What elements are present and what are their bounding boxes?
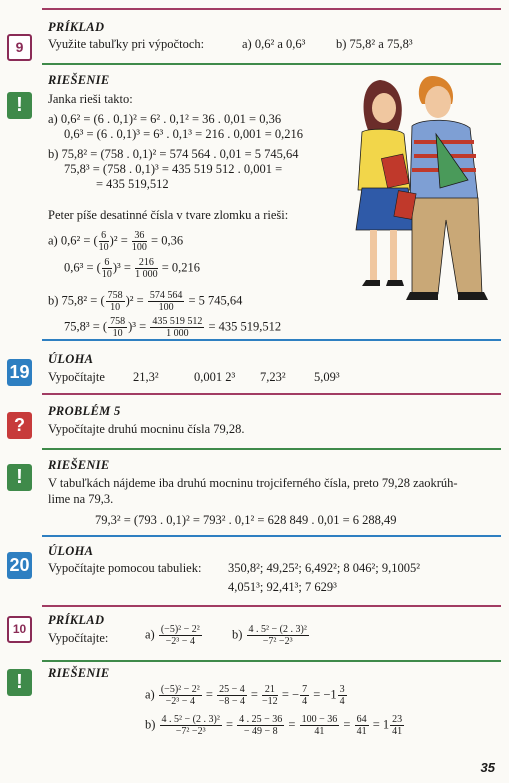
section-heading: PRÍKLAD — [48, 613, 105, 627]
divider — [42, 63, 501, 65]
students-illustration — [340, 70, 500, 310]
equation-line: = 435 519,512 — [96, 177, 169, 191]
solution-text: V tabuľkách nájdeme iba druhú mocninu trojciferného čísla, preto 79,28 zaokrúh- — [48, 476, 458, 490]
equation-line: 0,6³ = (6 . 0,1)³ = 6³ . 0,1³ = 216 . 0,001 = 0,216 — [64, 127, 304, 141]
equation-line: 75,8³ = ( $\frac{758}{10}$ )³ = $\frac{435 519 512}{1 000}$ = 435 519,512 — [64, 316, 282, 339]
task-items: 4,051³; 92,41³; 7 629³ — [228, 580, 337, 594]
example-badge: 10 — [7, 616, 32, 643]
section-heading: RIEŠENIE — [48, 458, 110, 472]
equation-line: 79,3² = (793 . 0,1)² = 793² . 0,1² = 628 849 . 0,01 = 6 288,49 — [95, 513, 397, 527]
task-item: 21,3² — [133, 370, 159, 384]
section-heading: RIEŠENIE — [48, 666, 110, 680]
divider — [42, 393, 501, 395]
intro-text: Janka rieši takto: — [48, 92, 133, 106]
page-number: 35 — [480, 760, 495, 775]
solution-badge: ! — [7, 92, 32, 119]
section-heading: ÚLOHA — [48, 352, 94, 366]
divider — [42, 535, 501, 537]
section-heading: PROBLÉM 5 — [48, 404, 121, 418]
task-item: 5,09³ — [314, 370, 340, 384]
solution-badge: ! — [7, 464, 32, 491]
equation-line: a) 0,6² = ( $\frac{6}{10}$ )² = $\frac{36}{100}$ = 0,36 — [48, 230, 184, 253]
girl-figure — [356, 80, 414, 286]
task-items: 350,8²; 49,25²; 6,492²; 8 046²; 9,1005² — [228, 561, 421, 575]
solution-text: lime na 79,3. — [48, 492, 114, 506]
problem-badge: ? — [7, 412, 32, 439]
equation-line: a) $\frac{\text{(−5)² − 2²}}{\text{−2³ − 4}}$ = $\frac{25 - 4}{-8 - 4}$ = $\frac{21}{-12}$ = − $\frac{7}{4}$ = −1 $\frac{3}{4}$ — [145, 684, 345, 707]
equation-line: a) 0,6² = (6 . 0,1)² = 6² . 0,1² = 36 . 0,01 = 0,36 — [48, 112, 282, 126]
equation-line: b) $\frac{\text{4 . 5² − (2 . 3)²}}{\text{−7² −2³}}$ = $\frac{4 . 25 - 36}{- 49 - 8}$ = $\frac{100 - 36}{41}$ = $\frac{64}{41}$ = 1 $\frac{23}{41}$ — [145, 714, 403, 737]
task-item: 0,001 2³ — [194, 370, 236, 384]
task-item-b: b) 75,8² a 75,8³ — [336, 37, 413, 51]
task-text: Vypočítajte: — [48, 631, 109, 645]
example-badge: 9 — [7, 34, 32, 61]
equation-line: 75,8³ = (758 . 0,1)³ = 435 519 512 . 0,001 = — [64, 162, 283, 176]
task-text: Vypočítajte — [48, 370, 105, 384]
equation-line: 0,6³ = ( $\frac{6}{10}$ )³ = $\frac{216}{1 000}$ = 0,216 — [64, 257, 200, 280]
task-item: 7,23² — [260, 370, 286, 384]
task-item-a: a) 0,6² a 0,6³ — [242, 37, 306, 51]
section-heading: RIEŠENIE — [48, 73, 110, 87]
divider — [42, 660, 501, 662]
section-heading: ÚLOHA — [48, 544, 94, 558]
task-badge: 20 — [7, 552, 32, 579]
divider — [42, 339, 501, 341]
task-text: Vypočítajte druhú mocninu čísla 79,28. — [48, 422, 245, 436]
intro-text: Peter píše desatinné čísla v tvare zlomku a rieši: — [48, 208, 289, 222]
section-heading: PRÍKLAD — [48, 20, 105, 34]
task-text: Využite tabuľky pri výpočtoch: — [48, 37, 205, 51]
task-text: Vypočítajte pomocou tabuliek: — [48, 561, 202, 575]
equation-line: b) 75,8² = ( $\frac{758}{10}$ )² = $\frac{574 564}{100}$ = 5 745,64 — [48, 290, 243, 313]
divider — [42, 448, 501, 450]
task-item-a: a) $\frac{\text{(−5)² − 2²}}{\text{−2³ − 4}}$ — [145, 624, 200, 647]
solution-badge: ! — [7, 669, 32, 696]
divider — [42, 605, 501, 607]
task-badge: 19 — [7, 359, 32, 386]
task-item-b: b) $\frac{\text{4 . 5² − (2 . 3)²}}{\text{−7² −2³}}$ — [232, 624, 307, 647]
equation-line: b) 75,8² = (758 . 0,1)² = 574 564 . 0,01 = 5 745,64 — [48, 147, 299, 161]
divider — [42, 8, 501, 10]
